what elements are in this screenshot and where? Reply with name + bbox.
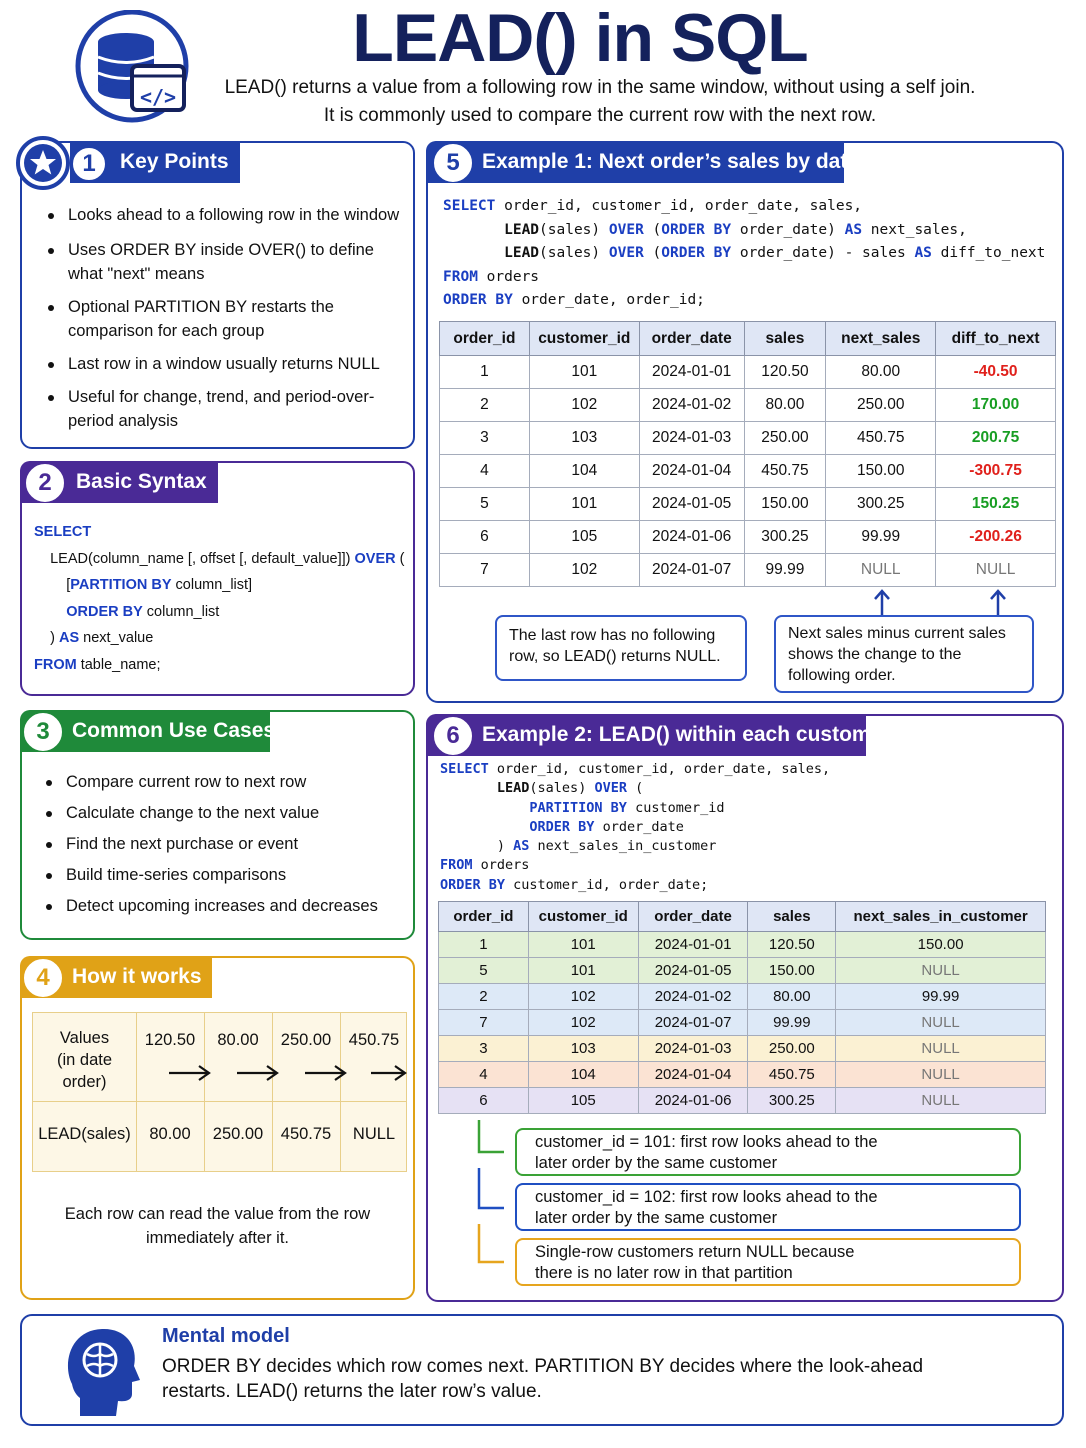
- table-cell: 120.50: [748, 932, 836, 958]
- list-item: Last row in a window usually returns NULL: [46, 352, 401, 376]
- lead-cell: 450.75: [280, 1125, 332, 1143]
- how-it-works-grid: [32, 1012, 407, 1172]
- example1-header: [426, 141, 860, 183]
- mental-model-panel: [20, 1314, 1064, 1426]
- section-title: How it works: [72, 965, 202, 988]
- table-cell: 99.99: [836, 984, 1046, 1010]
- list-item: Optional PARTITION BY restarts the comparison for each group: [46, 295, 401, 343]
- table-row: [439, 1036, 1046, 1062]
- table-row: [440, 356, 1056, 389]
- table-cell: -40.50: [936, 356, 1056, 389]
- table-cell: 1: [440, 356, 530, 389]
- table-cell: NULL: [936, 554, 1056, 587]
- bracket-connector: [476, 1120, 508, 1163]
- example1-table: [439, 321, 1056, 587]
- value-cell: 250.00: [280, 1031, 332, 1049]
- table-cell: 150.00: [836, 932, 1046, 958]
- column-header: order_id: [439, 902, 529, 932]
- key-points-panel: [20, 141, 415, 449]
- note-line: later order by the same customer: [535, 1209, 778, 1227]
- section-number-badge: 6: [434, 717, 472, 755]
- table-cell: 3: [440, 422, 530, 455]
- table-cell: 250.00: [748, 1036, 836, 1062]
- note-line: later order by the same customer: [535, 1154, 778, 1172]
- mental-model-line: restarts. LEAD() returns the later row’s value.: [162, 1381, 542, 1402]
- table-cell: 120.50: [744, 356, 826, 389]
- example2-sql: SELECT order_id, customer_id, order_date, sales, LEAD(sales) OVER ( PARTITION BY customer_id ORDER BY order_date ) AS next_sales_in_customer FROM orders ORDER BY customer_id, order_date;: [440, 761, 831, 893]
- lead-cell: 250.00: [212, 1125, 264, 1143]
- table-cell: 450.75: [748, 1062, 836, 1088]
- column-header: order_id: [440, 322, 530, 356]
- table-cell: 2024-01-02: [638, 984, 748, 1010]
- list-item: Calculate change to the next value: [44, 801, 404, 825]
- table-cell: 101: [528, 958, 638, 984]
- partition-note: [515, 1238, 1021, 1286]
- mental-model-line: ORDER BY decides which row comes next. PARTITION BY decides where the look-ahead: [162, 1356, 924, 1377]
- lead-cell: 80.00: [149, 1125, 191, 1143]
- syntax-code-block: SELECT LEAD(column_name [, offset [, default_value]]) OVER ( [PARTITION BY column_list] ORDER BY column_list ) AS next_value FROM table_name;: [34, 524, 405, 673]
- table-cell: 102: [528, 984, 638, 1010]
- table-cell: 102: [528, 1010, 638, 1036]
- column-header: order_date: [639, 322, 744, 356]
- basic-syntax-panel: [20, 461, 415, 696]
- note-line: customer_id = 101: first row looks ahead to the: [535, 1133, 878, 1151]
- table-cell: NULL: [836, 1010, 1046, 1036]
- table-cell: 250.00: [826, 389, 936, 422]
- table-cell: 80.00: [744, 389, 826, 422]
- page-title: LEAD() in SQL: [352, 0, 808, 76]
- table-cell: 101: [529, 356, 639, 389]
- note-line: there is no later row in that partition: [535, 1264, 793, 1282]
- caption-line: immediately after it.: [145, 1229, 290, 1247]
- how-it-works-caption: [22, 1202, 413, 1250]
- bracket-connector: [476, 1224, 508, 1273]
- table-cell: 4: [440, 455, 530, 488]
- column-header: next_sales_in_customer: [836, 902, 1046, 932]
- column-header: customer_id: [528, 902, 638, 932]
- last-row-callout: The last row has no following row, so LEAD() returns NULL.: [495, 615, 747, 681]
- column-header: sales: [748, 902, 836, 932]
- table-cell: 2024-01-01: [638, 932, 748, 958]
- note-line: customer_id = 102: first row looks ahead to the: [535, 1188, 878, 1206]
- table-cell: 2024-01-06: [639, 521, 744, 554]
- use-cases-list: [44, 770, 404, 918]
- table-cell: NULL: [836, 958, 1046, 984]
- list-item: Detect upcoming increases and decreases: [44, 894, 404, 918]
- table-cell: 2024-01-02: [639, 389, 744, 422]
- table-row: [440, 488, 1056, 521]
- example1-sql: SELECT order_id, customer_id, order_date, sales, LEAD(sales) OVER (ORDER BY order_date) AS next_sales, LEAD(sales) OVER (ORDER BY order_date) - sales AS diff_to_next FROM orders ORDER BY order_date, order_id;: [443, 198, 1046, 308]
- section-number-badge: 3: [24, 713, 62, 751]
- table-cell: 300.25: [744, 521, 826, 554]
- table-cell: 2: [439, 984, 529, 1010]
- database-code-icon: [74, 10, 194, 125]
- partition-note: [515, 1128, 1021, 1176]
- table-cell: 6: [439, 1088, 529, 1114]
- section-number-badge: 1: [70, 145, 108, 183]
- table-cell: 300.25: [826, 488, 936, 521]
- table-cell: 2024-01-06: [638, 1088, 748, 1114]
- table-cell: 1: [439, 932, 529, 958]
- table-cell: 2024-01-05: [639, 488, 744, 521]
- table-cell: -300.75: [936, 455, 1056, 488]
- table-cell: 7: [439, 1010, 529, 1036]
- table-cell: 103: [528, 1036, 638, 1062]
- table-cell: 5: [440, 488, 530, 521]
- table-cell: 80.00: [748, 984, 836, 1010]
- row-label-line: (in date order): [56, 1051, 113, 1091]
- table-cell: 300.25: [748, 1088, 836, 1114]
- table-row: [439, 932, 1046, 958]
- table-cell: NULL: [836, 1036, 1046, 1062]
- section-title: Key Points: [120, 150, 229, 173]
- lead-row-label: LEAD(sales): [38, 1125, 131, 1143]
- list-item: Uses ORDER BY inside OVER() to define what "next" means: [46, 238, 401, 286]
- arrow-right-icon: [371, 1065, 407, 1086]
- diff-callout: Next sales minus current sales shows the change to the following order.: [774, 615, 1034, 693]
- list-item: Compare current row to next row: [44, 770, 404, 794]
- table-cell: 2024-01-07: [639, 554, 744, 587]
- table-cell: 2024-01-05: [638, 958, 748, 984]
- table-cell: 80.00: [826, 356, 936, 389]
- table-cell: 150.00: [744, 488, 826, 521]
- table-row: [440, 422, 1056, 455]
- use-cases-panel: [20, 710, 415, 940]
- example2-header: [426, 714, 891, 756]
- table-cell: 2024-01-03: [638, 1036, 748, 1062]
- list-item: Build time-series comparisons: [44, 863, 404, 887]
- table-cell: 170.00: [936, 389, 1056, 422]
- column-header: order_date: [638, 902, 748, 932]
- star-icon: [16, 136, 70, 190]
- table-cell: 2024-01-03: [639, 422, 744, 455]
- brain-head-icon: [60, 1324, 140, 1418]
- table-cell: 2024-01-04: [638, 1062, 748, 1088]
- example2-table: [438, 901, 1046, 1114]
- note-line: Single-row customers return NULL because: [535, 1243, 855, 1261]
- column-header: customer_id: [529, 322, 639, 356]
- table-cell: 200.75: [936, 422, 1056, 455]
- table-row: [439, 984, 1046, 1010]
- lead-cell: NULL: [352, 1125, 396, 1143]
- table-cell: 150.00: [748, 958, 836, 984]
- table-cell: 103: [529, 422, 639, 455]
- subtitle-line: LEAD() returns a value from a following row in the same window, without using a self join.: [224, 77, 976, 98]
- subtitle-line: It is commonly used to compare the current row with the next row.: [323, 105, 877, 126]
- value-cell: 450.75: [348, 1031, 400, 1049]
- arrow-right-icon: [237, 1065, 281, 1086]
- page-subtitle: [200, 74, 1000, 130]
- list-item: Useful for change, trend, and period-over-period analysis: [46, 385, 401, 433]
- table-cell: 101: [528, 932, 638, 958]
- table-row: [439, 1062, 1046, 1088]
- column-header: next_sales: [826, 322, 936, 356]
- table-cell: 99.99: [826, 521, 936, 554]
- section-title: Example 1: Next order’s sales by date: [482, 150, 860, 173]
- table-cell: 101: [529, 488, 639, 521]
- arrow-right-icon: [169, 1065, 213, 1086]
- section-title: Example 2: LEAD() within each customer: [482, 723, 891, 746]
- example2-panel: [426, 714, 1064, 1302]
- svg-text:</>: </>: [139, 85, 177, 109]
- key-points-list: [46, 203, 401, 433]
- section-number-badge: 2: [26, 464, 64, 502]
- value-cell: 80.00: [217, 1031, 259, 1049]
- table-row: [439, 958, 1046, 984]
- section-number-badge: 5: [434, 144, 472, 182]
- table-cell: 3: [439, 1036, 529, 1062]
- table-row: [440, 521, 1056, 554]
- list-item: Looks ahead to a following row in the window: [46, 203, 401, 227]
- caption-line: Each row can read the value from the row: [64, 1205, 371, 1223]
- column-header: sales: [744, 322, 826, 356]
- table-cell: NULL: [836, 1088, 1046, 1114]
- values-row-label: [33, 1027, 136, 1093]
- row-label-line: Values: [59, 1029, 110, 1047]
- arrow-right-icon: [305, 1065, 349, 1086]
- table-row: [440, 389, 1056, 422]
- mental-model-title: Mental model: [162, 1325, 290, 1347]
- table-row: [440, 554, 1056, 587]
- table-cell: 7: [440, 554, 530, 587]
- table-cell: 2024-01-04: [639, 455, 744, 488]
- table-cell: 150.25: [936, 488, 1056, 521]
- table-cell: 104: [529, 455, 639, 488]
- table-cell: 450.75: [744, 455, 826, 488]
- table-cell: 5: [439, 958, 529, 984]
- how-it-works-panel: [20, 956, 415, 1300]
- table-cell: NULL: [826, 554, 936, 587]
- table-cell: 102: [529, 389, 639, 422]
- mental-model-text: [162, 1354, 1042, 1404]
- section-title: Basic Syntax: [76, 470, 207, 493]
- section-title: Common Use Cases: [72, 719, 276, 742]
- table-row: [439, 1088, 1046, 1114]
- table-cell: 2: [440, 389, 530, 422]
- table-cell: NULL: [836, 1062, 1046, 1088]
- partition-note: [515, 1183, 1021, 1231]
- column-header: diff_to_next: [936, 322, 1056, 356]
- table-cell: 450.75: [826, 422, 936, 455]
- table-cell: 99.99: [744, 554, 826, 587]
- value-cell: 120.50: [144, 1031, 196, 1049]
- section-number-badge: 4: [24, 959, 62, 997]
- table-cell: 105: [529, 521, 639, 554]
- table-cell: -200.26: [936, 521, 1056, 554]
- table-cell: 105: [528, 1088, 638, 1114]
- bracket-connector: [476, 1168, 508, 1219]
- table-cell: 250.00: [744, 422, 826, 455]
- table-cell: 4: [439, 1062, 529, 1088]
- table-cell: 2024-01-01: [639, 356, 744, 389]
- table-row: [439, 1010, 1046, 1036]
- example1-panel: [426, 141, 1064, 703]
- table-cell: 6: [440, 521, 530, 554]
- table-cell: 104: [528, 1062, 638, 1088]
- table-row: [440, 455, 1056, 488]
- list-item: Find the next purchase or event: [44, 832, 404, 856]
- table-cell: 99.99: [748, 1010, 836, 1036]
- table-cell: 102: [529, 554, 639, 587]
- table-cell: 150.00: [826, 455, 936, 488]
- table-cell: 2024-01-07: [638, 1010, 748, 1036]
